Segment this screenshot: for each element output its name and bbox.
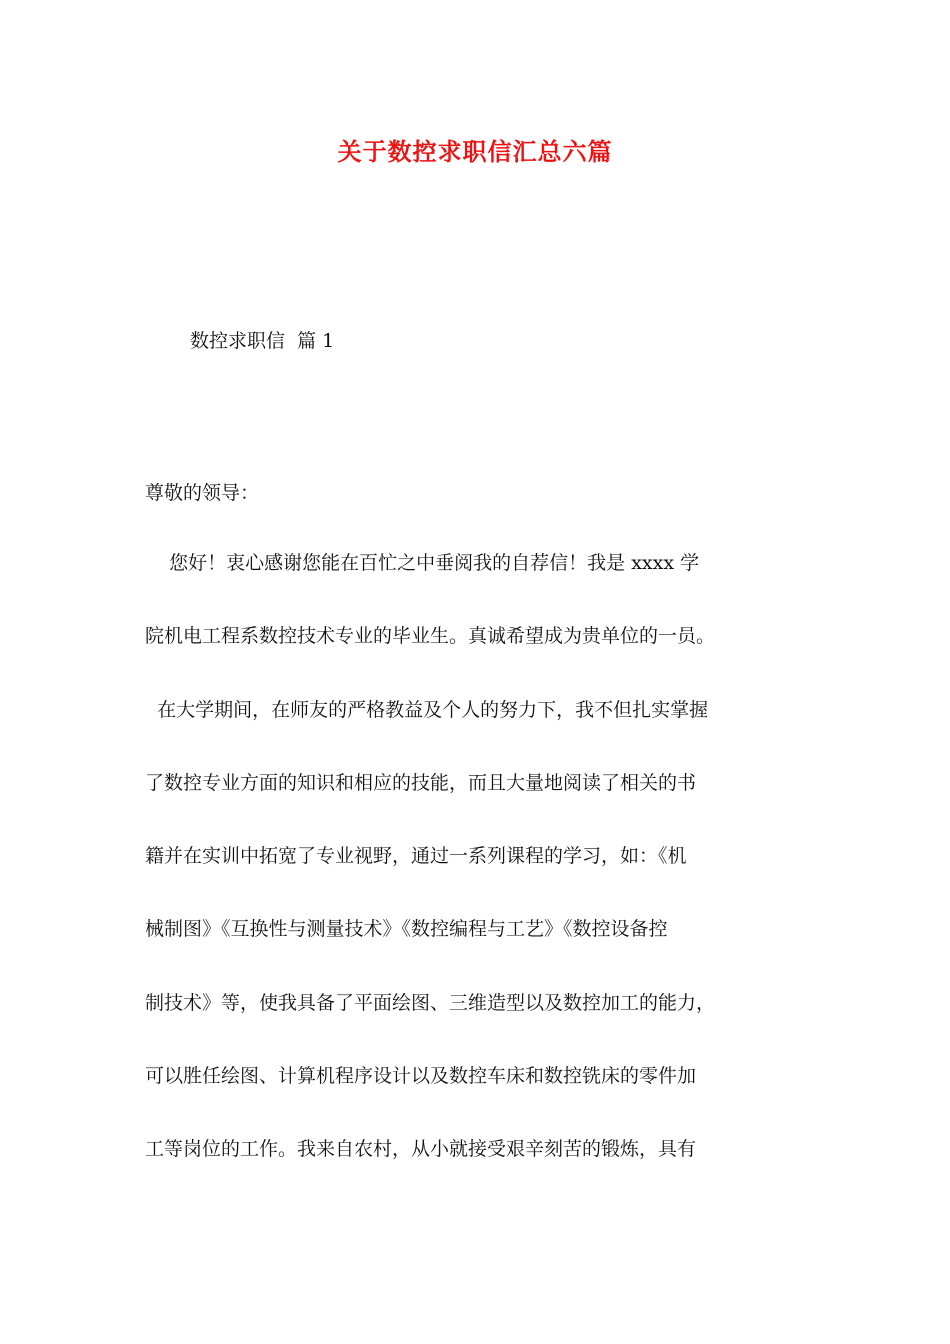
body-line: 制技术》等，使我具备了平面绘图、三维造型以及数控加工的能力， [145, 991, 716, 1014]
body-line: 籍并在实训中拓宽了专业视野，通过一系列课程的学习，如：《机 [145, 845, 687, 868]
letter-body [145, 548, 810, 1208]
body-line: 工等岗位的工作。我来自农村，从小就接受艰辛刻苦的锻炼，具有 [145, 1138, 697, 1161]
body-line: 械制图》《互换性与测量技术》《数控编程与工艺》《数控设备控 [145, 918, 668, 941]
body-line: 可以胜任绘图、计算机程序设计以及数控车床和数控铣床的零件加 [145, 1065, 697, 1088]
body-line: 了数控专业方面的知识和相应的技能，而且大量地阅读了相关的书 [145, 771, 697, 794]
body-line: 在大学期间，在师友的严格教益及个人的努力下，我不但扎实掌握 [145, 698, 709, 721]
document-title: 关于数控求职信汇总六篇 [337, 137, 613, 166]
body-line: 院机电工程系数控技术专业的毕业生。真诚希望成为贵单位的一员。 [145, 625, 716, 648]
body-line: 您好！衷心感谢您能在百忙之中垂阅我的自荐信！我是 xxxx 学 [145, 552, 700, 574]
salutation: 尊敬的领导： [145, 482, 260, 504]
section-heading: 数控求职信 篇 1 [190, 330, 335, 352]
